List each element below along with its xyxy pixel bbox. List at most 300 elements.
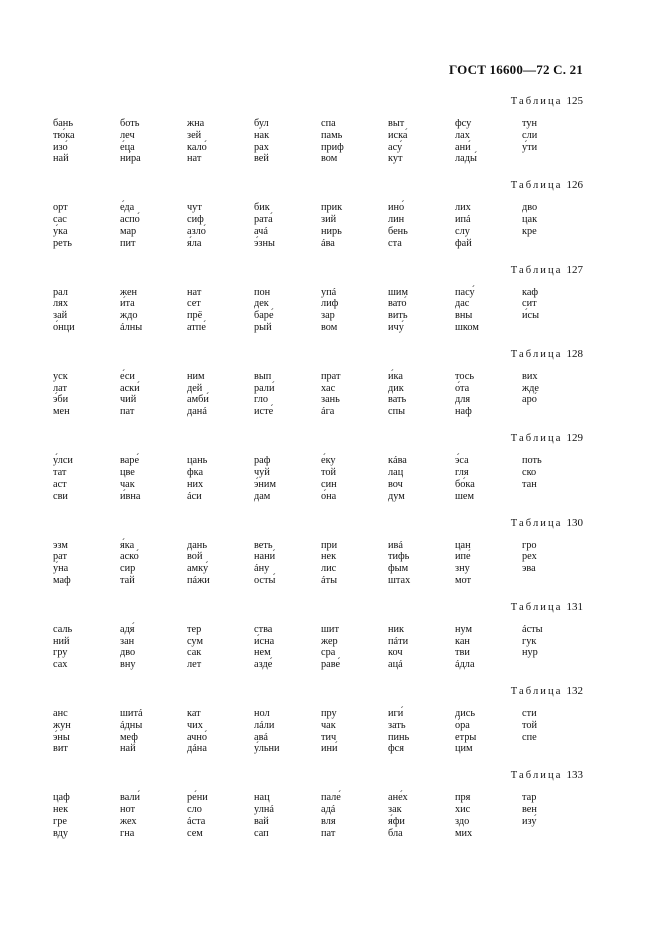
word-cell: фай	[455, 237, 472, 249]
word-cell: сах	[53, 659, 68, 671]
word-cell: ний	[53, 635, 70, 647]
word-cell: осты́	[254, 574, 276, 586]
word-cell: сит	[522, 298, 537, 310]
word-cell: бул	[254, 118, 269, 129]
table-caption	[511, 95, 583, 107]
word-cell: вали́	[120, 792, 141, 804]
word-cell: дей	[187, 382, 203, 394]
word-cell: дик	[388, 382, 404, 394]
word-cell: хис	[455, 804, 471, 816]
word-cell: най	[120, 743, 136, 755]
word-cell: азло́	[187, 225, 206, 237]
word-cell: о́та	[455, 382, 470, 394]
word-cell: кре	[522, 225, 537, 237]
word-cell: áсты	[522, 623, 543, 635]
word-cell: нум	[455, 623, 473, 635]
word-cell: нак	[254, 129, 270, 141]
word-cell: э́ны	[53, 731, 70, 743]
word-cell: чак	[321, 719, 336, 731]
word-cell: дись	[455, 708, 476, 720]
word-cell: тю́ка	[53, 129, 75, 141]
word-cell: пря	[455, 792, 471, 804]
word-cell: жех	[120, 815, 137, 827]
word-cell: гна	[120, 827, 135, 839]
word-cell: штах	[388, 574, 411, 586]
word-cell: пит	[120, 237, 136, 249]
word-cell: дек	[254, 298, 269, 310]
word-cell: амби́	[187, 394, 209, 406]
word-cell: шем	[455, 490, 475, 502]
word-cell: и́ка	[388, 370, 403, 382]
word-cell: пон	[254, 286, 271, 298]
word-cell: пру	[321, 708, 337, 720]
word-cell: наф	[455, 406, 472, 418]
word-cell: тифь	[388, 551, 410, 563]
word-cell: прат	[321, 370, 341, 382]
word-cell: дань	[187, 539, 208, 551]
table-caption-label: Таблица	[510, 96, 563, 107]
word-cell: вен	[522, 804, 537, 816]
word-cell: вих	[522, 370, 538, 382]
word-cell: шком	[455, 321, 479, 333]
word-cell: изу́	[522, 815, 537, 827]
word-cell: сти	[522, 708, 537, 720]
word-cell: баре́	[254, 310, 274, 322]
word-cell: бик	[254, 202, 270, 214]
word-cell: зан	[120, 635, 135, 647]
word-cell	[522, 322, 589, 334]
word-cell: вит	[53, 743, 68, 755]
word-cell: сум	[187, 635, 203, 647]
word-cell: зну	[455, 563, 470, 575]
word-cell: кут	[388, 153, 403, 165]
word-cell: ацá	[388, 659, 403, 671]
word-cell: чуй	[254, 466, 270, 478]
word-cell: тат	[53, 466, 67, 478]
word-cell: сло	[187, 804, 202, 816]
word-cell: кат	[187, 708, 201, 720]
word-grid	[53, 371, 589, 418]
table-caption	[511, 769, 583, 781]
word-cell: эзм	[53, 539, 68, 551]
word-cell: зай	[53, 310, 68, 322]
word-cell: е́ца	[120, 141, 135, 153]
word-cell: иги́	[388, 708, 404, 720]
word-grid	[53, 792, 589, 839]
word-cell: рех	[522, 551, 537, 563]
word-cell: чут	[187, 202, 202, 214]
word-cell: каф	[522, 286, 539, 298]
word-cell: рат	[53, 551, 67, 563]
word-cell: воч	[388, 478, 403, 490]
word-cell: пат	[120, 406, 135, 418]
table-block	[0, 601, 662, 685]
word-cell	[522, 406, 589, 418]
word-cell: лет	[187, 659, 202, 671]
word-cell: эва	[522, 563, 536, 575]
word-cell: ачно́	[187, 731, 207, 743]
table-caption-label: Таблица	[510, 433, 563, 445]
table-block	[0, 517, 662, 601]
word-cell: нол	[254, 708, 270, 720]
word-cell: адá	[321, 804, 336, 816]
word-grid	[53, 202, 589, 249]
word-cell: тан	[522, 478, 537, 490]
word-cell: вны	[455, 310, 473, 322]
word-cell: асу́	[388, 141, 403, 153]
word-cell: маф	[53, 574, 71, 586]
word-cell: ждо	[120, 310, 138, 322]
word-cell: вля	[321, 815, 336, 827]
word-cell: зань	[321, 394, 340, 406]
word-cell: вой	[187, 551, 203, 563]
word-cell: авá	[254, 731, 269, 743]
word-cell: нат	[187, 153, 202, 165]
word-cell	[522, 659, 589, 671]
word-cell: упá	[321, 286, 337, 298]
word-cell: саль	[53, 623, 73, 635]
table-caption-label: Таблица	[510, 348, 563, 360]
word-cell: вом	[321, 321, 338, 333]
word-cell: дво	[522, 202, 538, 214]
word-cell: рал	[53, 286, 68, 298]
word-cell: бла	[388, 827, 403, 839]
word-cell: гук	[522, 635, 537, 647]
table-caption-number: 128	[566, 347, 583, 360]
table-caption	[511, 601, 583, 613]
word-cell: аст	[53, 478, 67, 490]
word-grid	[53, 118, 589, 165]
table-caption-number: 129	[566, 432, 583, 445]
word-cell: е́да	[120, 202, 135, 214]
word-cell: ства	[254, 623, 273, 635]
word-cell: цань	[187, 455, 208, 467]
word-cell: зар	[321, 310, 335, 322]
word-cell: áдны	[120, 719, 143, 731]
word-cell: коч	[388, 647, 403, 659]
word-cell: мих	[455, 827, 473, 839]
word-cell: áга	[321, 406, 335, 418]
word-cell: лих	[455, 202, 471, 214]
word-cell: иска́	[388, 129, 408, 141]
word-cell: вай	[254, 815, 269, 827]
page-header: ГОСТ 16600—72 С. 21	[449, 62, 583, 77]
word-cell: и́сна	[254, 635, 275, 647]
word-cell: леч	[120, 129, 135, 141]
word-cell: лат	[53, 382, 67, 394]
word-cell: и́та	[120, 298, 135, 310]
word-grid	[53, 287, 589, 334]
word-cell: ипе́	[455, 551, 471, 563]
word-cell: них	[187, 478, 204, 490]
word-cell: аспо́	[120, 214, 140, 226]
table-caption-label: Таблица	[510, 686, 563, 698]
word-cell: у́лси	[53, 455, 73, 467]
word-cell	[522, 491, 589, 503]
word-cell: жун	[53, 719, 71, 731]
word-cell: нат	[187, 286, 202, 298]
word-cell: сет	[187, 298, 201, 310]
word-cell: пасу́	[455, 286, 475, 298]
table-caption-number: 126	[566, 179, 583, 192]
word-cell: нац	[254, 792, 270, 804]
word-cell: атпе́	[187, 321, 206, 333]
word-cell: вать	[388, 394, 407, 406]
word-cell: у́ти	[522, 141, 538, 153]
word-cell: ане́х	[388, 792, 408, 804]
word-cell: фка	[187, 466, 204, 478]
word-cell: ино́	[388, 202, 405, 214]
word-cell: уск	[53, 370, 68, 382]
table-caption-label: Таблица	[510, 264, 563, 276]
word-cell: лис	[321, 563, 337, 575]
word-cell: нек	[321, 551, 337, 563]
word-cell: э́ним	[254, 478, 276, 490]
word-cell: нем	[254, 647, 271, 659]
word-cell: ско	[522, 466, 537, 478]
word-cell: лады́	[455, 153, 477, 165]
word-cell: áну	[254, 563, 270, 575]
word-cell: сиф	[187, 214, 204, 226]
table-caption-number: 127	[566, 263, 583, 276]
word-cell: бань	[53, 118, 74, 129]
word-cell: е́си	[120, 370, 135, 382]
word-cell: дво	[120, 647, 136, 659]
table-caption-number: 132	[566, 685, 583, 698]
word-cell: етры	[455, 731, 477, 743]
word-cell: дас	[455, 298, 470, 310]
word-cell: вом	[321, 153, 338, 165]
word-cell: боть	[120, 118, 140, 129]
word-cell: цак	[522, 214, 538, 226]
table-block	[0, 179, 662, 263]
word-cell	[522, 575, 589, 587]
word-cell: áва	[321, 237, 335, 249]
word-cell: рый	[254, 321, 272, 333]
word-cell: гло	[254, 394, 268, 406]
table-block	[0, 769, 662, 853]
table-caption	[511, 348, 583, 360]
table-block	[0, 348, 662, 432]
word-cell: лáли	[254, 719, 275, 731]
table-caption-number: 131	[566, 600, 583, 613]
word-cell: дум	[388, 490, 405, 502]
word-cell: нек	[53, 804, 69, 816]
word-cell: нот	[120, 804, 136, 816]
word-cell: сап	[254, 827, 269, 839]
word-cell: орт	[53, 202, 68, 214]
word-cell: ичу́	[388, 321, 404, 333]
word-cell	[522, 828, 589, 840]
word-cell: ста	[388, 237, 402, 249]
table-caption	[511, 179, 583, 191]
word-cell: рали́	[254, 382, 275, 394]
word-cell: памь	[321, 129, 343, 141]
word-cell: э́зны	[254, 237, 275, 249]
word-cell: лац	[388, 466, 404, 478]
word-cell: раф	[254, 455, 271, 467]
word-cell: бень	[388, 225, 408, 237]
word-cell: ивá	[388, 539, 403, 551]
word-cell: пинь	[388, 731, 410, 743]
word-cell: слу	[455, 225, 470, 237]
word-cell: вну	[120, 659, 136, 671]
word-cell: лах	[455, 129, 470, 141]
word-cell: э́би	[53, 394, 69, 406]
word-cell: я́фи	[388, 815, 405, 827]
word-cell: я́ка	[120, 539, 135, 551]
word-cell: амку́	[187, 563, 209, 575]
table-caption	[511, 517, 583, 529]
word-cell: цан	[455, 539, 471, 551]
table-caption-label: Таблица	[510, 517, 563, 529]
word-cell: кан	[455, 635, 470, 647]
word-cell: нур	[522, 647, 538, 659]
table-caption-label: Таблица	[510, 180, 563, 192]
table-caption-number: 133	[566, 769, 583, 782]
word-cell: зать	[388, 719, 406, 731]
table-block	[0, 264, 662, 348]
table-block	[0, 685, 662, 769]
word-cell: аро́	[522, 394, 537, 406]
word-cell: данá	[187, 406, 207, 418]
word-cell: вып	[254, 370, 272, 382]
word-cell: приф	[321, 141, 344, 153]
word-cell: ани́	[455, 141, 471, 153]
word-cell: спы	[388, 406, 405, 418]
word-cell: нани́	[254, 551, 276, 563]
word-cell: прё	[187, 310, 203, 322]
word-grid	[53, 624, 589, 671]
word-cell: спа	[321, 118, 336, 129]
table-caption-label: Таблица	[510, 601, 563, 613]
word-cell: ним	[187, 370, 205, 382]
word-cell: шитá	[120, 708, 143, 720]
word-cell: сви	[53, 490, 68, 502]
word-cell: тар	[522, 792, 537, 804]
word-cell: áлны	[120, 321, 143, 333]
word-cell: жна	[187, 118, 205, 129]
word-cell: най	[53, 153, 69, 165]
word-cell: варе́	[120, 455, 140, 467]
word-cell: веть	[254, 539, 273, 551]
word-cell: тич	[321, 731, 337, 743]
word-cell: азде́	[254, 659, 273, 671]
word-cell: у́льни	[254, 743, 280, 755]
word-cell: ник	[388, 623, 405, 635]
table-block	[0, 432, 662, 516]
word-cell: ре́ни	[187, 792, 208, 804]
word-cell: хас	[321, 382, 336, 394]
word-cell: áси	[187, 490, 202, 502]
word-cell: тось	[455, 370, 475, 382]
word-cell: той	[321, 466, 337, 478]
word-cell: лин	[388, 214, 405, 226]
word-cell: сра	[321, 647, 336, 659]
word-cell: áдла	[455, 659, 475, 671]
word-cell: цве	[120, 466, 135, 478]
word-cell: гру	[53, 647, 68, 659]
word-cell: и́сы	[522, 310, 539, 322]
word-cell: пале́	[321, 792, 341, 804]
word-cell: чих	[187, 719, 203, 731]
word-cell	[522, 153, 589, 165]
word-cell: áты	[321, 574, 337, 586]
word-cell: спе	[522, 731, 537, 743]
word-cell: вей	[254, 153, 269, 165]
table-caption	[511, 264, 583, 276]
word-cell: сак	[187, 647, 202, 659]
word-cell: дáна	[187, 743, 207, 755]
word-cell	[522, 238, 589, 250]
word-cell: сас	[53, 214, 67, 226]
word-cell: жер	[321, 635, 338, 647]
word-cell: пат	[321, 827, 336, 839]
word-cell: рах	[254, 141, 269, 153]
word-cell: той	[522, 719, 538, 731]
word-cell: у́на	[53, 563, 69, 575]
table-caption-number: 130	[566, 516, 583, 529]
word-cell: у́ка	[53, 225, 68, 237]
word-cell: аско́	[120, 551, 139, 563]
word-cell: фым	[388, 563, 409, 575]
word-cell: сем	[187, 827, 203, 839]
word-cell: фсу	[455, 118, 472, 129]
table-caption-number: 125	[566, 95, 583, 107]
word-cell: изо́	[53, 141, 68, 153]
word-cell: рата́	[254, 214, 273, 226]
word-cell: шим	[388, 286, 408, 298]
word-grid	[53, 455, 589, 502]
table-caption-label: Таблица	[510, 770, 563, 782]
word-cell: ини́	[321, 743, 338, 755]
word-cell: тви	[455, 647, 470, 659]
word-cell: вато́	[388, 298, 407, 310]
word-cell: пáти	[388, 635, 409, 647]
word-cell: зий	[321, 214, 337, 226]
word-cell: нирь	[321, 225, 342, 237]
word-cell: здо	[455, 815, 470, 827]
word-cell: цим	[455, 743, 473, 755]
word-cell: сир	[120, 563, 136, 575]
word-cell: прик	[321, 202, 343, 214]
word-cell: цаф	[53, 792, 70, 804]
word-cell: раве́	[321, 659, 341, 671]
word-cell: ачá	[254, 225, 268, 237]
word-cell: пáжи	[187, 574, 210, 586]
word-cell: исте́	[254, 406, 274, 418]
word-cell: ни́ра	[120, 153, 141, 165]
word-cell: гре	[53, 815, 67, 827]
word-cell: э́са	[455, 455, 469, 467]
word-cell: áста	[187, 815, 206, 827]
word-cell: гро	[522, 539, 537, 551]
table-caption	[511, 685, 583, 697]
word-cell: лях	[53, 298, 69, 310]
word-cell: тун	[522, 118, 538, 129]
word-cell: о́нци	[53, 321, 75, 333]
word-cell: зак	[388, 804, 402, 816]
word-grid	[53, 540, 589, 587]
table-block	[0, 95, 662, 179]
word-cell: фся	[388, 743, 404, 755]
word-cell: жен	[120, 286, 138, 298]
word-cell: лиф	[321, 298, 339, 310]
word-cell: вду	[53, 827, 68, 839]
word-cell: мар	[120, 225, 137, 237]
word-cell: о́на	[321, 490, 337, 502]
word-cell: выт	[388, 118, 405, 129]
